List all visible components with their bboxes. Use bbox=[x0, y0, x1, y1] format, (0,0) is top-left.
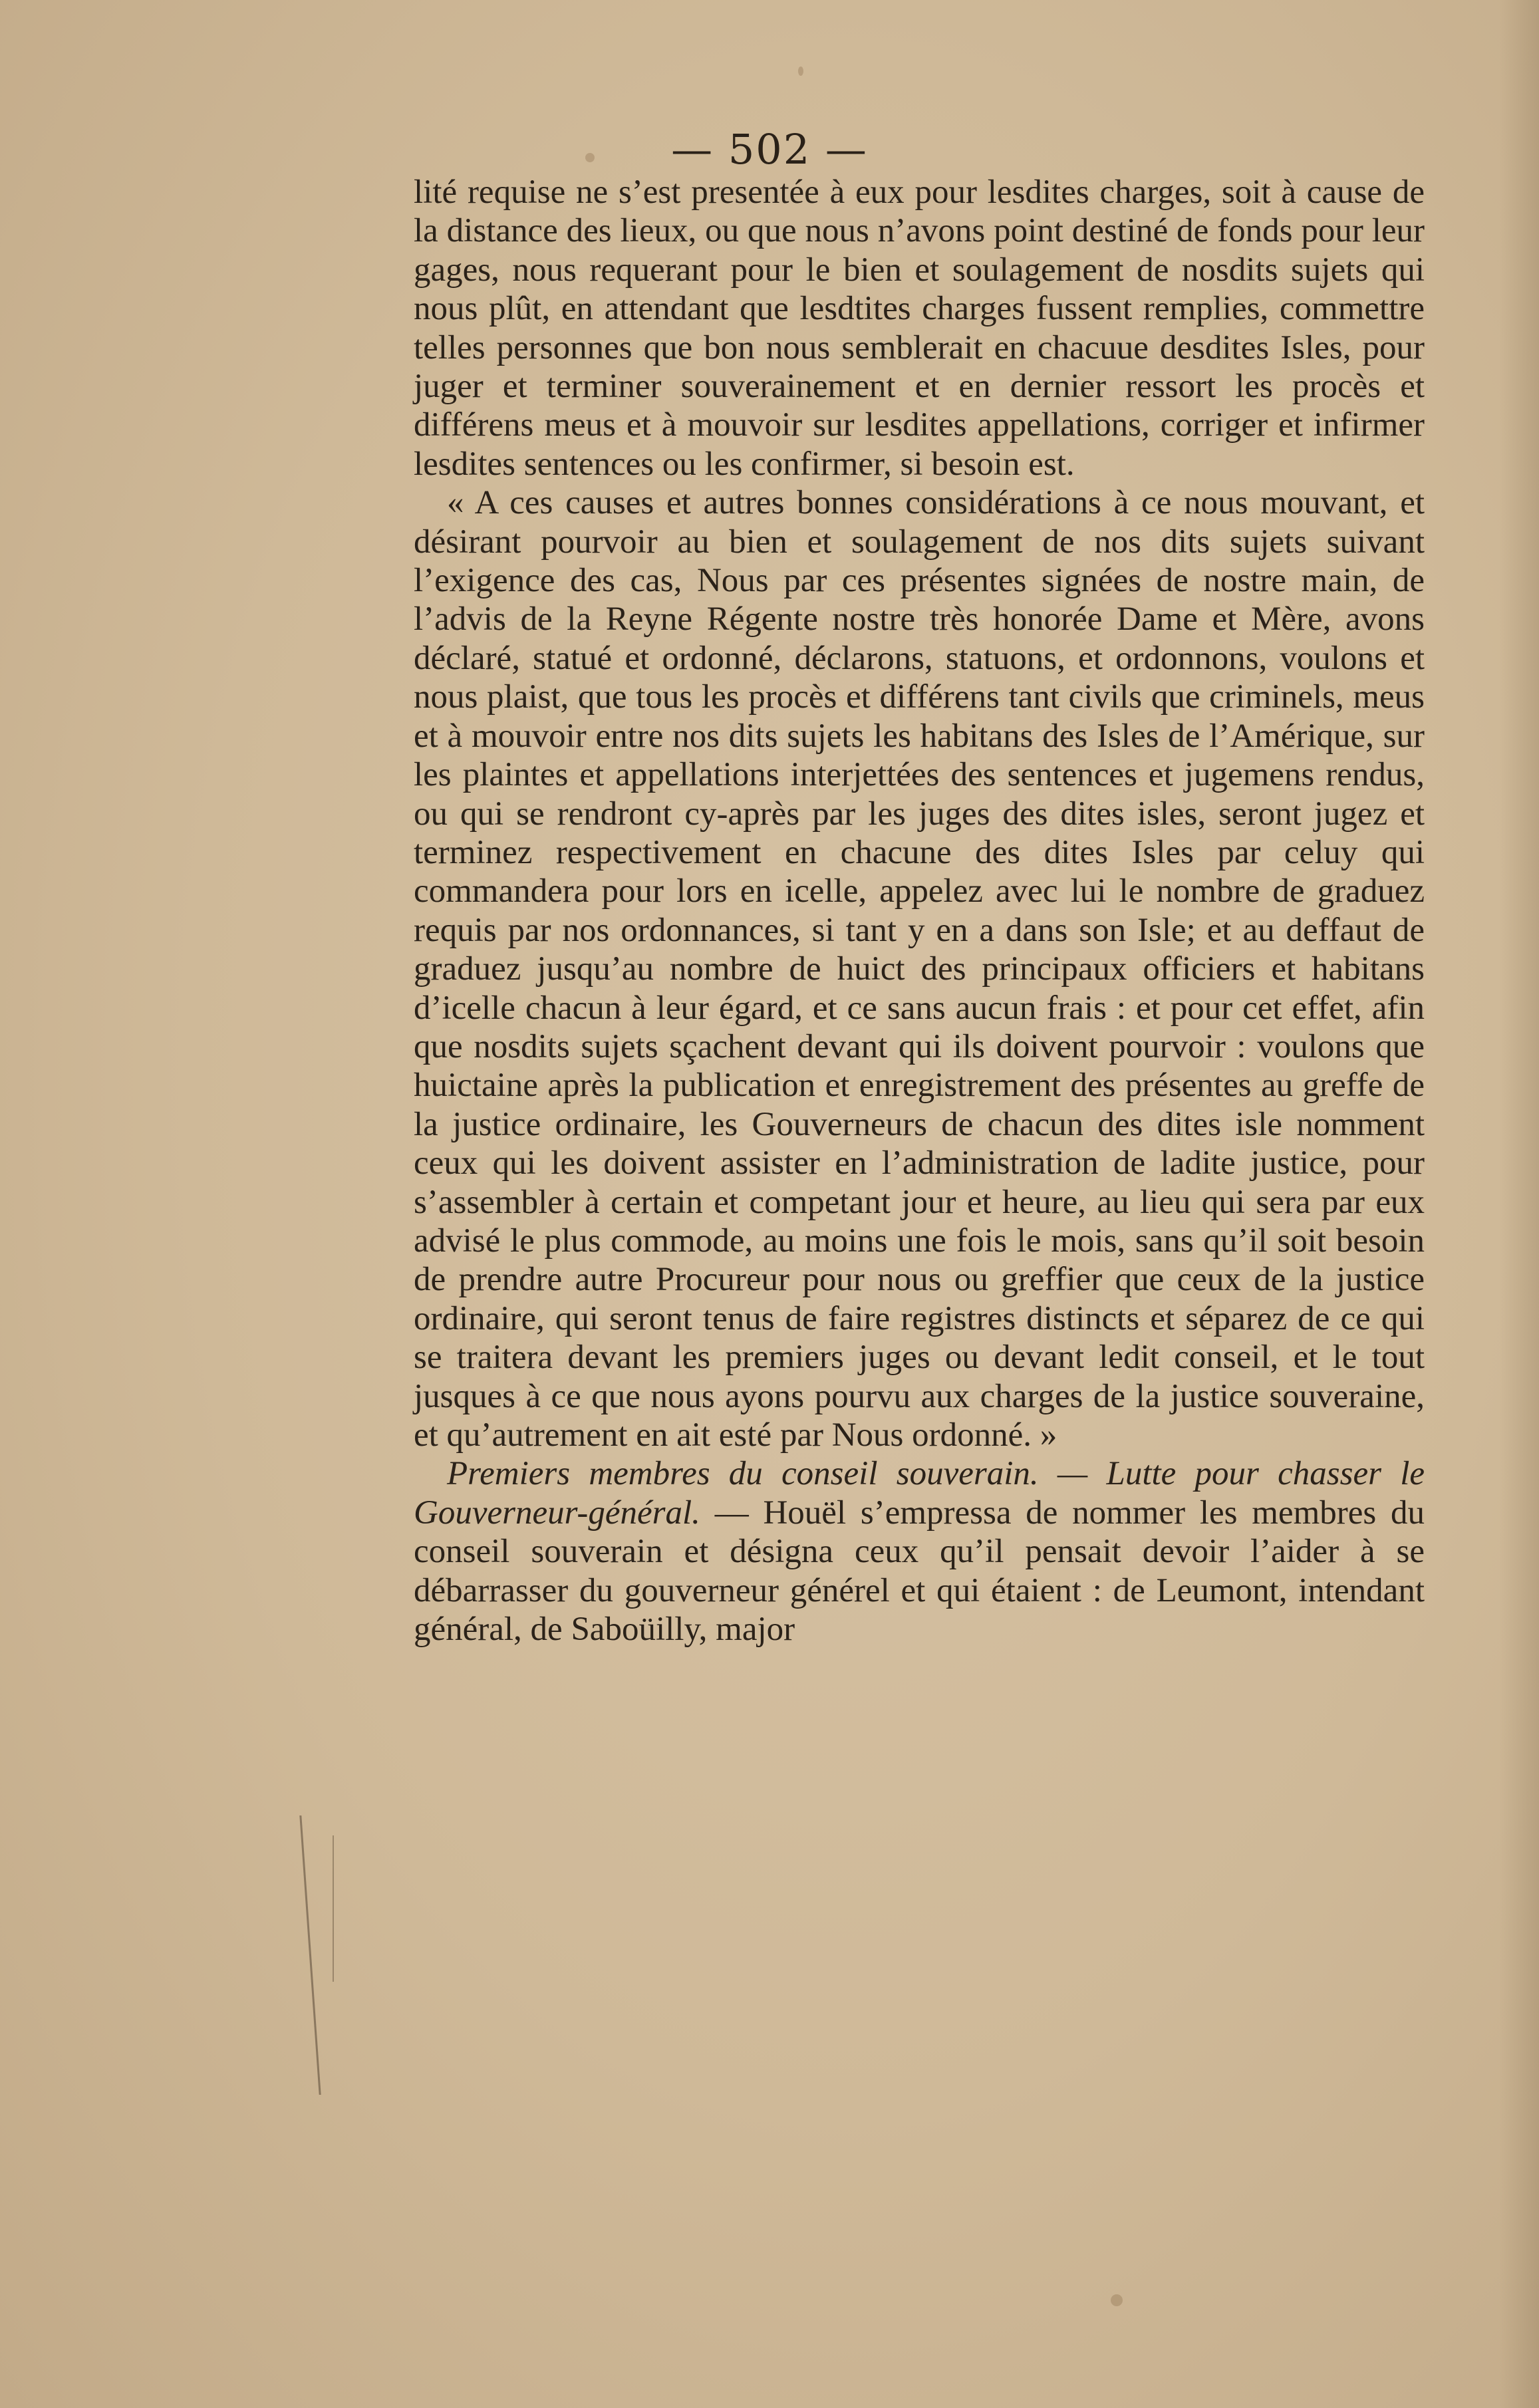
paragraph-ordinance-quote: « A ces causes et autres bonnes considérations à ce nous mouvant, et désirant pourvoir au bien et soulagement de nos dits sujets suivant l’exigence des cas, Nous par ces présentes signées de nostre main, de l’advis de la Reyne Régente nostre très honorée Dame et Mère, avons déclaré, statué et ordonné, déclarons, statuons, et ordonnons, voulons et nous plaist, que tous les procès et différens tant civils que criminels, meus et à mouvoir entre nos dits sujets les habitans des Isles de l’Amérique, sur les plaintes et appellations interjettées des sentences et jugemens rendus, ou qui se rendront cy-après par les juges des dites isles, seront jugez et terminez respectivement en chacune des dites Isles par celuy qui commandera pour lors en icelle, appelez avec lui le nombre de graduez requis par nos ordonnances, si tant y en a dans son Isle; et au deffaut de graduez jusqu’au nombre de huict des principaux officiers et habitans d’icelle chacun à leur égard, et ce sans aucun frais : et pour cet effet, afin que nosdits sujets sçachent devant qui ils doivent pourvoir : voulons que huictaine après la publication et enregistrement des présentes au greffe de la justice ordinaire, les Gouverneurs de chacun des dites isle nomment ceux qui les doivent assister en l’administration de ladite justice, pour s’assembler à certain et competant jour et heure, au lieu qui sera par eux advisé le plus commode, au moins une fois le mois, sans qu’il soit besoin de prendre autre Procureur pour nous ou greffier que ceux de la justice ordinaire, qui seront tenus de faire registres distincts et séparez de ce qui se traitera devant les premiers juges ou devant ledit conseil, et le tout jusques à ce que nous ayons pourvu aux charges de la justice souveraine, et qu’autrement en ait esté par Nous ordonné. » bbox=[414, 484, 1425, 1454]
page-number: — 502 — bbox=[671, 125, 868, 174]
section-heading-italic: Premiers membres du conseil souverain. — Lutte pour chasser le Gouverneur-général. bbox=[414, 1455, 1425, 1532]
paragraph-continuation: lité requise ne s’est presentée à eux pour lesdites charges, soit à cause de la distance des lieux, ou que nous n’avons point destiné de fonds pour leur gages, nous requerant pour le bien et soulagement de nosdits sujets qui nous plût, en attendant que lesdtites charges fussent remplies, commettre telles personnes que bon nous semblerait en chacuue desdites Isles, pour juger et terminer souverainement et en dernier ressort les procès et différens meus et à mouvoir sur lesdites appellations, corriger et infirmer lesdites sentences ou les confirmer, si besoin est. bbox=[414, 174, 1425, 483]
margin-pencil-stroke bbox=[333, 1835, 334, 1982]
paper-foxing-spot bbox=[798, 67, 803, 76]
margin-pencil-mark bbox=[299, 1815, 360, 2095]
paragraph-body: — Houël s’empressa de nommer les membres du conseil souverain et désigna ceux qu’il pensait devoir l’aider à se débarrasser du gouverneur générel et qui étaient : de Leumont, intendant général, de Saboüilly, major bbox=[414, 1494, 1425, 1649]
paper-foxing-spot bbox=[585, 153, 595, 162]
paragraph-conseil-members bbox=[414, 1454, 1425, 1649]
page-edge-shadow bbox=[1499, 0, 1539, 2408]
paper-foxing-spot bbox=[1111, 2294, 1123, 2306]
body-text bbox=[414, 173, 1425, 1649]
